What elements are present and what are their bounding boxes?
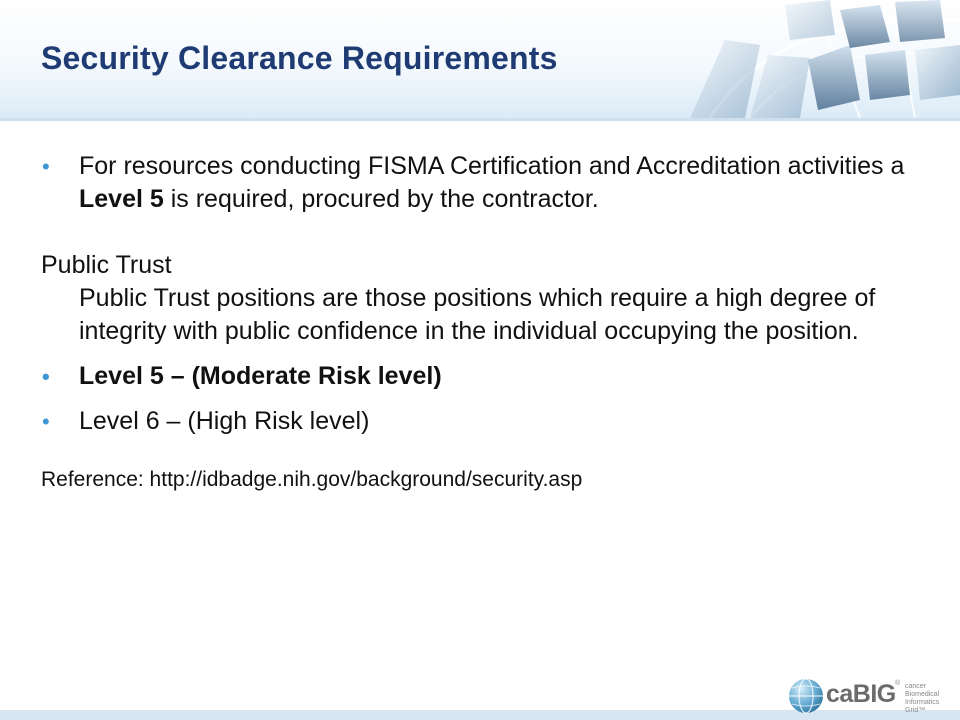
slide-title: Security Clearance Requirements [41, 40, 558, 76]
bullet-fisma-text: For resources conducting FISMA Certification and Accreditation activities a Level 5 is required, procured by the contractor. [79, 152, 905, 213]
public-trust-section [41, 249, 921, 348]
header-divider [0, 118, 960, 121]
slide-body [41, 150, 921, 494]
bullet-icon: • [42, 154, 50, 179]
cabig-trademark: ® [895, 680, 901, 687]
bullet-icon: • [42, 409, 50, 434]
bullet-fisma [41, 150, 921, 216]
cabig-globe-icon [786, 676, 826, 716]
public-trust-heading: Public Trust [41, 251, 172, 279]
reference-text: Reference: http://idbadge.nih.gov/background/security.asp [41, 468, 583, 491]
public-trust-description: Public Trust positions are those positions which require a high degree of integrity with public confidence in the individual occupying the position. [79, 284, 876, 345]
globe-graphic-icon [690, 0, 960, 118]
bullet-icon: • [42, 364, 50, 389]
bullet-level6 [41, 405, 921, 438]
level6-text: Level 6 – (High Risk level) [79, 407, 370, 435]
level5-text: Level 5 – (Moderate Risk level) [79, 362, 442, 390]
cabig-logo [786, 674, 956, 718]
slide-header [0, 0, 960, 118]
level5-emphasis: Level 5 [79, 185, 164, 213]
cabig-logo-text: caBIG [826, 680, 896, 708]
cabig-subtitle: cancer Biomedical Informatics Grid™ [905, 683, 940, 714]
bullet-level5 [41, 360, 921, 393]
